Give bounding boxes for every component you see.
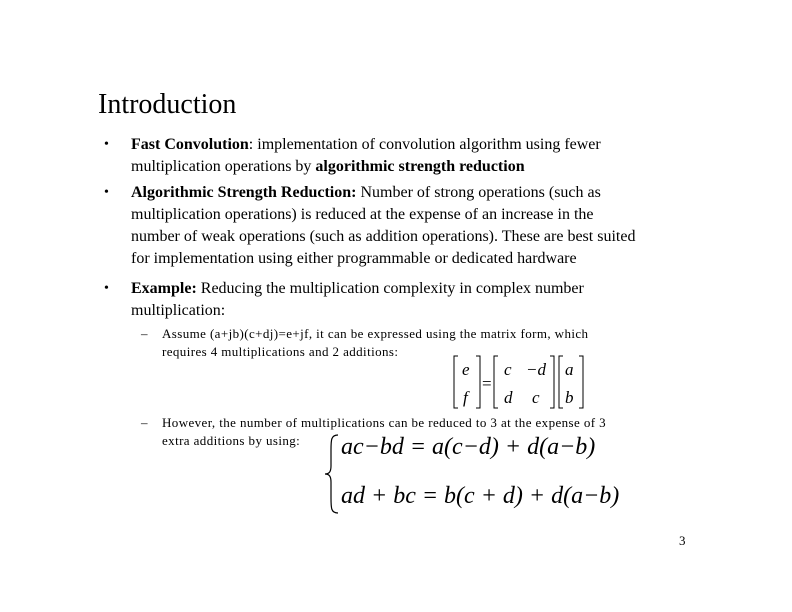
- slide-title: Introduction: [98, 89, 237, 120]
- subbullet-line: extra additions by using:: [162, 433, 301, 448]
- subbullet-text: [162, 325, 702, 361]
- subbullet-line: requires 4 multiplications and 2 additions:: [162, 344, 399, 359]
- bullet-line: multiplication operations) is reduced at the expense of an increase in the: [131, 206, 594, 223]
- bullet-line: Number of strong operations (such as: [356, 184, 601, 201]
- bullet-marker: •: [104, 185, 109, 200]
- bullet-term: Example:: [131, 280, 197, 297]
- matrix-c21: d: [504, 388, 513, 407]
- bullet-text: [131, 134, 711, 178]
- bullet-marker: •: [104, 137, 109, 152]
- bullet-strength-reduction: [0, 182, 792, 270]
- equation-line-2: ad + bc = b(c + d) + d(a−b): [341, 483, 620, 509]
- vec-b: b: [565, 388, 574, 407]
- matrix-equation: [448, 352, 598, 412]
- subbullet-line: However, the number of multiplications can be reduced to 3 at the expense of 3: [162, 415, 607, 430]
- bullet-text: [131, 278, 711, 322]
- subbullet-marker: –: [141, 326, 148, 341]
- bullet-example: [0, 278, 792, 322]
- equation-line-1: ac−bd = a(c−d) + d(a−b): [341, 434, 596, 460]
- bullet-term: Fast Convolution: [131, 136, 249, 153]
- left-brace: [322, 432, 342, 516]
- bullet-text: [131, 182, 711, 270]
- bullet-term: Algorithmic Strength Reduction:: [131, 184, 357, 201]
- bullet-line: multiplication operations by: [131, 158, 316, 175]
- subbullet-line: Assume (a+jb)(c+dj)=e+jf, it can be expressed using the matrix form, which: [162, 326, 589, 341]
- vec-a: a: [565, 360, 574, 379]
- bullet-line: : implementation of convolution algorithm using fewer: [248, 136, 601, 153]
- bullet-line: for implementation using either programmable or dedicated hardware: [131, 250, 577, 267]
- bullet-marker: •: [104, 281, 109, 296]
- matrix-c12: −d: [526, 360, 546, 379]
- bullet-fast-convolution: [0, 134, 792, 178]
- subbullet-matrix-form: [0, 325, 792, 361]
- matrix-c11: c: [504, 360, 512, 379]
- bullet-line: multiplication:: [131, 302, 226, 319]
- bullet-line: number of weak operations (such as addition operations). These are best suited: [131, 228, 636, 245]
- lhs-f: f: [463, 388, 468, 407]
- bullet-line: Reducing the multiplication complexity in complex number: [196, 280, 584, 297]
- lhs-e: e: [462, 360, 470, 379]
- bullet-emphasis: algorithmic strength reduction: [315, 158, 525, 175]
- matrix-c22: c: [532, 388, 540, 407]
- subbullet-marker: –: [141, 415, 148, 430]
- page-number: 3: [679, 533, 686, 548]
- equals-sign: =: [482, 374, 492, 393]
